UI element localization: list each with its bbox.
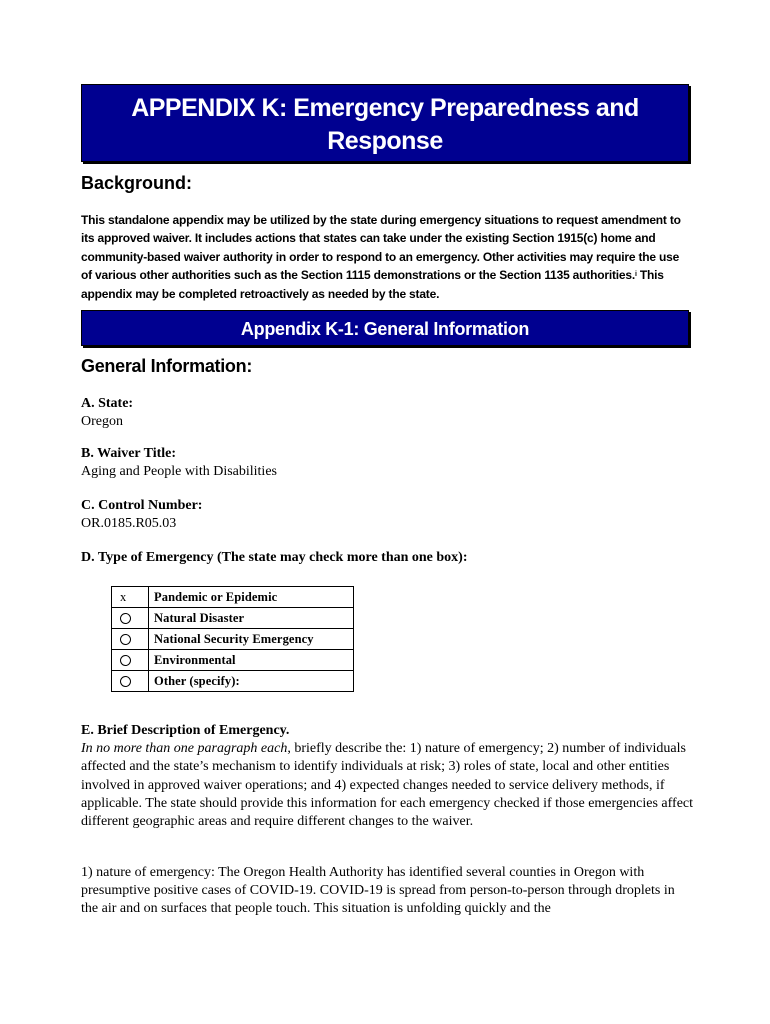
waiver-title-value: Aging and People with Disabilities: [81, 464, 277, 479]
radio-circle-icon: [120, 613, 131, 624]
emergency-type-row: [112, 587, 354, 608]
instructions-italic: In no more than one paragraph each: [81, 741, 288, 757]
emergency-checkbox[interactable]: [112, 587, 149, 608]
emergency-radio[interactable]: [112, 629, 149, 650]
emergency-type-label: Pandemic or Epidemic: [149, 587, 354, 608]
background-paragraph: [81, 211, 693, 303]
emergency-type-row: [112, 608, 354, 629]
emergency-radio[interactable]: [112, 671, 149, 692]
emergency-type-label: National Security Emergency: [149, 629, 354, 650]
emergency-radio[interactable]: [112, 608, 149, 629]
waiver-title-field: [81, 445, 277, 481]
brief-description-instructions: [81, 740, 693, 831]
control-number-field: [81, 497, 202, 533]
emergency-type-field: [81, 549, 468, 567]
appendix-title-banner: [81, 84, 689, 162]
emergency-type-label: Environmental: [149, 650, 354, 671]
radio-circle-icon: [120, 676, 131, 687]
control-number-label: C. Control Number:: [81, 498, 203, 513]
waiver-title-label: B. Waiver Title:: [81, 446, 177, 461]
section-header-k1: Appendix K-1: General Information: [81, 310, 689, 346]
appendix-title-line2: Response: [327, 127, 443, 155]
emergency-type-row: [112, 650, 354, 671]
emergency-radio[interactable]: [112, 650, 149, 671]
nature-of-emergency-paragraph: 1) nature of emergency: The Oregon Health Authority has identified several counties in Oregon with presumptive positive cases of COVID-19. COVID-19 is spread from person-to-person through droplets in the air and on surfaces that people touch. This situation is unfolding quickly and the: [81, 865, 675, 917]
state-label: A. State:: [81, 396, 134, 411]
background-text-end: This appendix may be completed retroactively as needed by the state.: [81, 268, 664, 301]
brief-description-label: E. Brief Description of Emergency.: [81, 723, 290, 738]
emergency-type-row: [112, 671, 354, 692]
emergency-type-label: D. Type of Emergency (The state may check more than one box):: [81, 550, 468, 565]
general-information-heading: General Information:: [81, 356, 253, 376]
footnote-marker[interactable]: i: [634, 271, 637, 279]
check-mark: x: [120, 589, 127, 604]
state-field: [81, 395, 133, 431]
brief-description: [81, 722, 693, 831]
appendix-title-line1: APPENDIX K: Emergency Preparedness and: [131, 94, 639, 122]
emergency-type-table: [111, 586, 354, 692]
background-heading: Background:: [81, 173, 193, 193]
emergency-type-row: [112, 629, 354, 650]
emergency-type-label: Other (specify):: [149, 671, 354, 692]
control-number-value: OR.0185.R05.03: [81, 516, 177, 531]
background-text: This standalone appendix may be utilized by the state during emergency situations to request amendment to its approved waiver. It includes actions that states can take under the existing Section 1915(c) home and community-based waiver authority in order to respond to an emergency. Other activities may require the use of various other authorities such as the Section 1115 demonstrations or the Section 1135 authorities.: [81, 213, 681, 283]
radio-circle-icon: [120, 634, 131, 645]
emergency-type-label: Natural Disaster: [149, 608, 354, 629]
radio-circle-icon: [120, 655, 131, 666]
instructions-text: , briefly describe the: 1) nature of emergency; 2) number of individuals affected and the state’s mechanism to identify individuals at risk; 3) roles of state, local and other entities involved in approved waiver operations; and 4) expected changes needed to service delivery methods, if applicable. The state should provide this information for each emergency checked if those emergencies affect different geographic areas and require different changes to the waiver.: [81, 741, 694, 830]
state-value: Oregon: [81, 414, 123, 429]
